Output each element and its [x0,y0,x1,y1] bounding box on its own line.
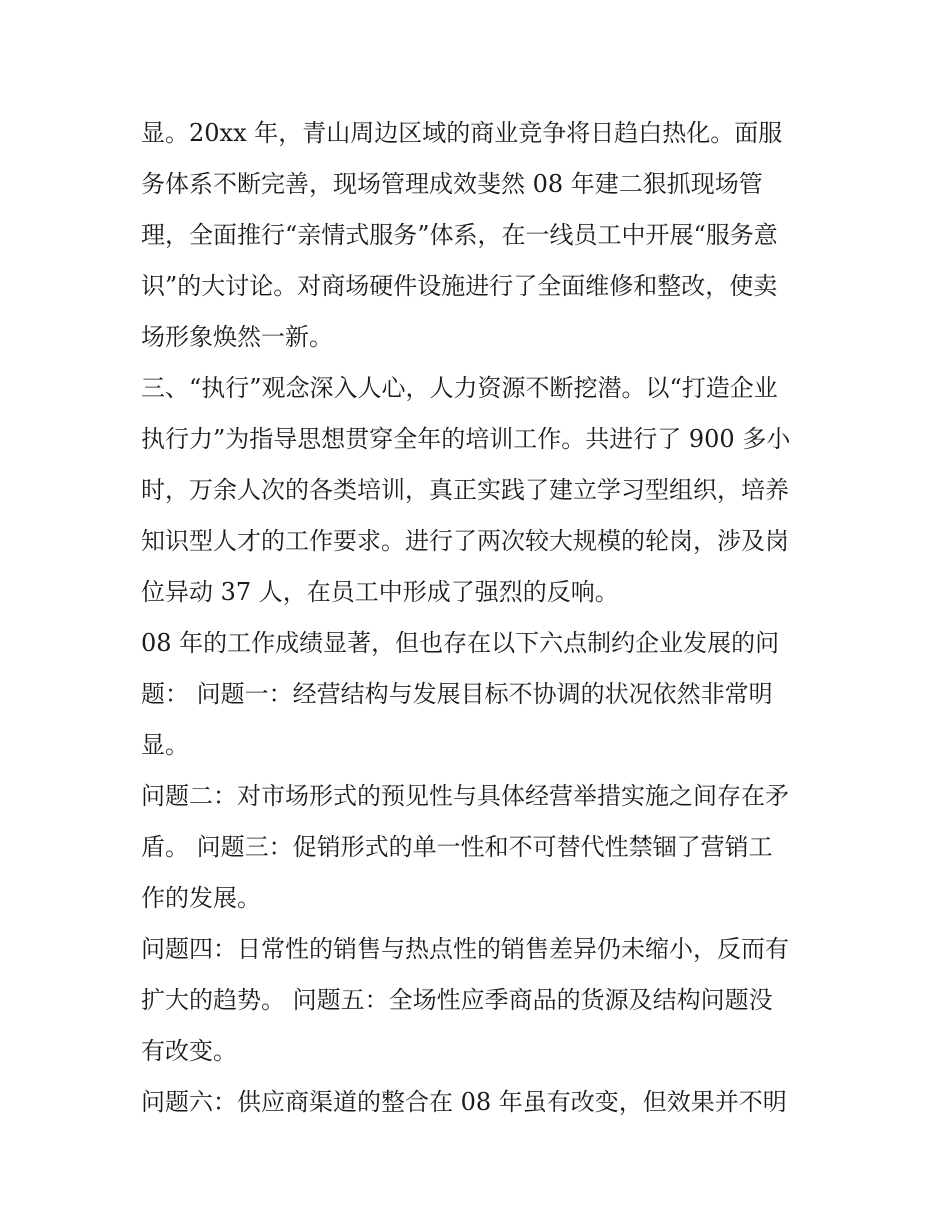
text-line: 问题二：对市场形式的预见性与具体经营举措实施之间存在矛 [141,782,789,810]
text-line: 问题四：日常性的销售与热点性的销售差异仍未缩小，反而有 [141,935,789,963]
text-line: 理，全面推行“亲情式服务”体系，在一线员工中开展“服务意 [141,221,778,249]
body-text [141,108,821,1128]
text-line: 位异动 37 人，在员工中形成了强烈的反响。 [141,578,619,606]
text-line: 盾。 问题三：促销形式的单一性和不可替代性禁锢了营销工 [141,833,773,861]
text-line: 题： 问题一：经营结构与发展目标不协调的状况依然非常明 [141,680,773,708]
text-line: 场形象焕然一新。 [141,323,333,351]
text-line: 务体系不断完善，现场管理成效斐然 08 年建二狠抓现场管 [141,170,763,198]
text-line: 作的发展。 [141,884,261,912]
text-line: 知识型人才的工作要求。进行了两次较大规模的轮岗，涉及岗 [141,527,789,555]
text-line: 识”的大讨论。对商场硬件设施进行了全面维修和整改，使卖 [141,272,778,300]
text-line: 问题六：供应商渠道的整合在 08 年虽有改变，但效果并不明 [141,1088,787,1116]
text-line: 执行力”为指导思想贯穿全年的培训工作。共进行了 900 多小 [141,425,791,453]
text-line: 有改变。 [141,1037,237,1065]
text-line: 08 年的工作成绩显著，但也存在以下六点制约企业发展的问 [141,629,780,657]
text-line: 三、“执行”观念深入人心，人力资源不断挖潜。以“打造企业 [141,374,778,402]
text-line: 显。20xx 年，青山周边区域的商业竞争将日趋白热化。面服 [141,119,783,147]
text-line: 时，万余人次的各类培训，真正实践了建立学习型组织，培养 [141,476,789,504]
text-line: 显。 [141,731,189,759]
text-line: 扩大的趋势。 问题五：全场性应季商品的货源及结构问题没 [141,986,773,1014]
